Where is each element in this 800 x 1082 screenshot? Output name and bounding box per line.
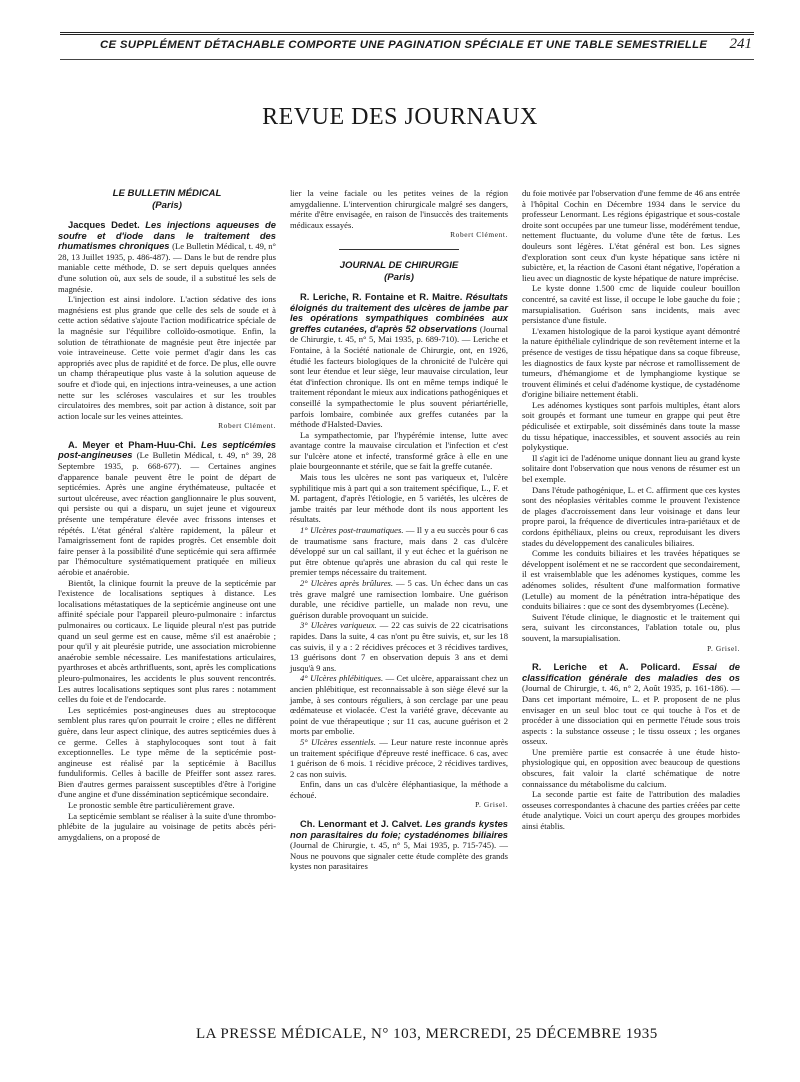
list-item-text: — 22 cas suivis de 22 cicatrisations rapides. Dans la suite, 4 cas n'ont pu être suivis, et, sur les 18 cas suivis, il y a : 2 récidives précoces et 3 récidives tardives, 13 guérisons dont 7 en observation depuis 3 ans et demi jusqu'à 9 ans. bbox=[290, 620, 508, 673]
paragraph: Suivent l'étude clinique, le diagnostic et le traitement qui sera, suivant les circonstances, l'ablation totale ou, plus souvent, la marsupialisation. bbox=[522, 611, 740, 643]
list-item-label: 2° Ulcères après brûlures. bbox=[300, 578, 394, 588]
column-2 bbox=[290, 188, 508, 872]
article-title: Les septicémies post-angineuses bbox=[58, 438, 277, 461]
list-item-text: — Il y a eu succès pour 6 cas de traumatisme sans fracture, mais dans 2 cas d'ulcère développé sur un cal saillant, il y eut échec et la guérison ne put être obtenue qu'après une abrasion du cal qui reste le premier temps nécessaire du traitement. bbox=[290, 525, 508, 578]
page-header bbox=[60, 32, 754, 60]
article-authors: A. Meyer et Pham-Huu-Chi. bbox=[68, 438, 202, 450]
list-item bbox=[290, 620, 508, 673]
page-number: 241 bbox=[729, 36, 752, 52]
article-leriche-fontaine bbox=[290, 292, 508, 430]
signature: P. Grisel. bbox=[475, 800, 508, 810]
paragraph: Bientôt, la clinique fournit la preuve de la septicémie par l'existence de localisations septiques à distance. Les localisations métastatiques de la septicémie angineuse ont une affinité spéciale pour l'appareil pleuro-pulmonaire : infarctus pulmonaires ou corticaux. Le liquide pleural n'est pas putride quand un seul germe est en cause, même s'il est anaérobie ; pour qu'il y ait pleurésie putride, une association microbienne anaérobie semble nécessaire. Les manifestations articulaires, pyarthroses et abcès arthrifluents, sont, après les complications pleuro-pulmonaires, les accidents le plus souvent rencontrés. Les autres localisations septiques sont plus rares : notamment celles du foie et de l'endocarde. bbox=[58, 577, 276, 705]
paragraph: Enfin, dans un cas d'ulcère éléphantiasique, la méthode a échoué. bbox=[290, 779, 508, 800]
paragraph: Le pronostic semble être particulièrement grave. bbox=[68, 800, 235, 811]
paragraph: Il s'agit ici de l'adénome unique donnant lieu au grand kyste solitaire dont l'observation que nous venons de résumer est un bel exemple. bbox=[522, 452, 740, 485]
signature: Robert Clément. bbox=[218, 421, 276, 431]
paragraph: Les adénomes kystiques sont parfois multiples, étant alors soit groupés et formant une tumeur en grappe qui peut être pédiculisée et extirpable, soit disséminés dans toute la masse du tissu hépatique, inaccessibles, et souvent associés au rein polykystique. bbox=[522, 399, 740, 453]
paragraph: La septicémie semblant se réaliser à la suite d'une thrombo-phlébite de la jugulaire au voisinage de petits abcès péri-amygdaliens, on a proposé de bbox=[58, 810, 276, 842]
article-title: Les grands kystes non parasitaires du foie; cystadénomes biliaires bbox=[290, 818, 508, 840]
column-1 bbox=[58, 188, 276, 842]
paragraph: Dans l'étude pathogénique, L. et C. affirment que ces kystes sont des néoplasies véritables comme le prouvent l'existence de plages d'accroissement dans leur voisinage et dans leur propre paroi, la fréquence de diverticules intra-pariétaux et de cordons épithéliaux, pleins ou creux, reproduisant les divers stades du développement des canalicules biliaires. bbox=[522, 484, 740, 548]
divider bbox=[339, 249, 459, 250]
list-item bbox=[290, 578, 508, 620]
article-reference: (Le Bulletin Médical, t. 49, n° 28, 13 Juillet 1935, p. 486-487). — Dans le but de rendre plus maniable cette méthode, D. se sert depuis quelques années d'une solution où, aux sels de soude, il a substitué les sels de magnésie. bbox=[58, 241, 276, 294]
page-title: REVUE DES JOURNAUX bbox=[262, 104, 538, 130]
list-item bbox=[290, 525, 508, 578]
paragraph: Une première partie est consacrée à une étude histo-physiologique qui, en opposition avec beaucoup de questions obscures, fait valoir la clarté schématique de notre connaissance du métabolisme du calcium. bbox=[522, 746, 740, 789]
article-dedet bbox=[58, 220, 276, 294]
journal-city: (Paris) bbox=[384, 271, 414, 283]
article-reference: (Journal de Chirurgie, t. 45, n° 5, Mai 1935, p. 689-710). — Leriche et Fontaine, à la Société nationale de Chirurgie, ont, en 1926, étudié les facteurs biologiques de la chronicité de l'ulcère qui sont leur étendue et leur siège, leur mauvaise circulation, leur état d'infection chronique. Ils ont en même temps indiqué le traitement répondant le mieux aux indications pathogéniques et conseillé la sympathectomie le plus souvent périartérielle, parfois lombaire, combinée aux greffes cutanées par la méthode d'Halsted-Davies. bbox=[290, 323, 508, 430]
paragraph: La sympathectomie, par l'hypérémie intense, lutte avec avantage contre la mauvaise circulation et l'infection et c'est sur l'ulcère atone et infecté, transformé grâce à elle en une plaie bourgeonnante et stérile, que se fait la greffe cutanée. bbox=[290, 429, 508, 472]
list-item-text: — Cet ulcère, apparaissant chez un ancien phlébitique, est reconnaissable à son siège élevé sur la jambe, à ses contours réguliers, à son cerclage par une peau œdémateuse et violacée. C'est la variété grave, décevante au point de vue thérapeutique ; sur 11 cas, aucune guérison et 2 morts par embolie. bbox=[290, 673, 508, 737]
list-item bbox=[290, 737, 508, 779]
article-reference: (Journal de Chirurgie, t. 45, n° 5, Mai 1935, p. 715-745). — Nous ne pouvons que signaler cette étude complète des grands kystes non parasitaires bbox=[290, 840, 508, 872]
article-title: Résultats éloignés du traitement des ulcères de jambe par les opérations sympathiques combinées aux greffes cutanées, d'après 52 observations bbox=[290, 290, 508, 334]
paragraph: Le kyste donne 1.500 cmc de liquide couleur bouillon concentré, sa cavité est lisse, il occupe le lobe gauche du foie ; marsupialisation. Guérison sans incidents, mais avec persistance d'une fistule. bbox=[522, 283, 740, 326]
journal-city: (Paris) bbox=[152, 200, 182, 211]
paragraph: L'examen histologique de la paroi kystique ayant démontré la nature épithéliale cylindrique de son revêtement interne et la présence de vestiges de tissu hépatique dans sa coque fibreuse, les diagnostics de faux kyste par nécrose et ramollissement de tumeurs, d'hémangiome et de lymphangiome kystique se trouvent éliminés et celui d'adénome kystique, de cystadénome d'origine biliaire nettement établi. bbox=[522, 325, 740, 400]
supplement-banner: CE SUPPLÉMENT DÉTACHABLE COMPORTE UNE PAGINATION SPÉCIALE ET UNE TABLE SEMESTRIELLE bbox=[100, 39, 708, 51]
article-authors: R. Leriche et A. Policard. bbox=[532, 661, 693, 673]
paragraph: du foie motivée par l'observation d'une femme de 46 ans entrée à l'hôpital Cochin en Décembre 1934 dans le service du professeur Lenormant. Les régions épigastrique et sous-costale droite sont occupées par une tumeur lisse, modérément tendue, nettement fluctuante, du volume d'une tête de fœtus. Les douleurs sont légères. L'état général est bon. Les signes d'exploration sont ceux d'un kyste hépatique sans ictère ni subictère, et, la réaction de Casoni étant négative, l'opération a lieu avec un diagnostic de kyste hépatique de nature imprécise. bbox=[522, 188, 740, 283]
paragraph: L'injection est ainsi indolore. L'action sédative des ions magnésiens est plus grande que celle des sels de soude et à cette action sédative s'ajoute l'action modificatrice spéciale de la magnésie sur l'équilibre colloïdo-osmotique. Enfin, la solution de tétrathionate de magnésie peut être injectée par voie intraveineuse. Cette voie permet d'agir dans les cas appropriés avec plus de rapidité et de force. De plus, elle ouvre un champ thérapeutique plus vaste à la solution aqueuse de soufre et d'iode qui, en injections intra-veineuses, a une action nette sur les scléroses vasculaires et sur les troubles circulatoires des membres, soit par action à distance, soit par action locale sur les veines atteintes. bbox=[58, 294, 276, 421]
list-item-label: 3° Ulcères variqueux. bbox=[300, 620, 377, 631]
paragraph: Mais tous les ulcères ne sont pas variqueux et, l'ulcère syphilitique mis à part qui a son traitement spécifique, L., F. et M. partagent, d'après l'étiologie, en 5 variétés, les ulcères de jambe traités par leur méthode dont ils nous apportent les résultats. bbox=[290, 472, 508, 525]
list-item-label: 5° Ulcères essentiels. bbox=[300, 736, 376, 747]
signature: Robert Clément. bbox=[450, 230, 508, 240]
page-footer: LA PRESSE MÉDICALE, N° 103, MERCREDI, 25 DÉCEMBRE 1935 bbox=[196, 1026, 658, 1042]
column-3 bbox=[522, 188, 740, 832]
list-item-text: — 5 cas. Un échec dans un cas très grave malgré une ramisection lombaire. Une guérison durable, une récidive partielle, un malade non revu, une guérison durable provoquant un suicide. bbox=[290, 578, 509, 620]
list-item bbox=[290, 673, 508, 737]
article-title: Essai de classification générale des maladies des os bbox=[522, 661, 740, 683]
article-reference: (Journal de Chirurgie, t. 46, n° 2, Août 1935, p. 161-186). — Dans cet important mémoire, L. et P. proposent de ne plus envisager en un seul bloc tout ce qui touche à l'os et de procéder à une dissociation qui en permette l'étude sous trois aspects : la substance osseuse ; le tissu osseux ; les organes osseux. bbox=[522, 683, 740, 747]
journal-name: JOURNAL DE CHIRURGIE bbox=[339, 259, 459, 271]
article-title: Les injections aqueuses de soufre et d'iode dans le traitement des rhumatismes chroniques bbox=[58, 219, 276, 252]
article-authors: Ch. Lenormant et J. Calvet. bbox=[300, 818, 426, 830]
paragraph: La seconde partie est faite de l'attribution des maladies osseuses correspondantes à chacune des parties créées par cette étude analytique. Voici un court aperçu des groupes morbides ainsi établis. bbox=[522, 789, 740, 832]
article-authors: Jacques Dedet. bbox=[68, 219, 146, 230]
paragraph: lier la veine faciale ou les petites veines de la région amygdalienne. L'intervention chirurgicale malgré ses dangers, mérite d'être envisagée, en raison de l'insuccès des traitements médicaux essayés. bbox=[290, 188, 508, 230]
paragraph: Comme les conduits biliaires et les travées hépatiques se développent isolément et ne se raccordent que secondairement, il est vraisemblable que les adénomes kystiques, comme les adénomes solides, résultent d'une malformation formative (Letulle) au moment de la pénétration intra-hépatique des conduits biliaires : que ce sont des dysembryomes (Lecène). bbox=[522, 548, 740, 612]
paragraph: Les septicémies post-angineuses dues au streptocoque semblent plus rares qu'on pourrait le croire ; elles ne diffèrent guère, dans leur aspect clinique, des autres septicémies dues à ce germe. Celles à staphylocoques sont tout à fait exceptionnelles. Le type même de la septicémie post-angineuse est réalisé par la septicémie à Bacillus funduliformis. Celles à bacille de Pfeiffer sont assez rares. Bien d'autres germes paraissent susceptibles d'être à l'origine d'une angine et d'une dissémination septicémique secondaire. bbox=[58, 704, 276, 800]
article-authors: R. Leriche, R. Fontaine et R. Maitre. bbox=[300, 290, 466, 302]
article-lenormant bbox=[290, 819, 508, 872]
article-meyer bbox=[58, 440, 276, 578]
list-item-text: — Leur nature reste inconnue après un traitement spécifique d'épreuve resté inefficace. 6 cas, avec 1 guérison de 6 mois. 1 récidive précoce, 2 récidives tardives, 2 cas non suivis. bbox=[290, 736, 508, 779]
journal-name: LE BULLETIN MÉDICAL bbox=[112, 188, 222, 199]
list-item-label: 1° Ulcères post-traumatiques. bbox=[300, 525, 404, 536]
article-reference: (Le Bulletin Médical, t. 49, n° 39, 28 Septembre 1935, p. 668-677). — Certaines angines d'apparence banale peuvent être le point de départ de septicémies. Après une angine érythémateuse, pultacée et surtout ulcéreuse, avec réaction ganglionnaire le plus souvent, qui persiste ou qui a disparu, un sujet jeune et vigoureux présente une température élevée avec frissons intenses et répétés. L'état général s'altère rapidement, la pâleur et l'amaigrissement font de rapides progrès. Cet ensemble doit faire penser à la possibilité d'une septicémie qui sera affirmée par l'hémoculture systématiquement pratiquée en milieux aérobie et anaérobie. bbox=[58, 450, 276, 577]
article-leriche-policard bbox=[522, 662, 740, 747]
list-item-label: 4° Ulcères phlébitiques. bbox=[300, 673, 384, 684]
signature: P. Grisel. bbox=[707, 643, 740, 653]
